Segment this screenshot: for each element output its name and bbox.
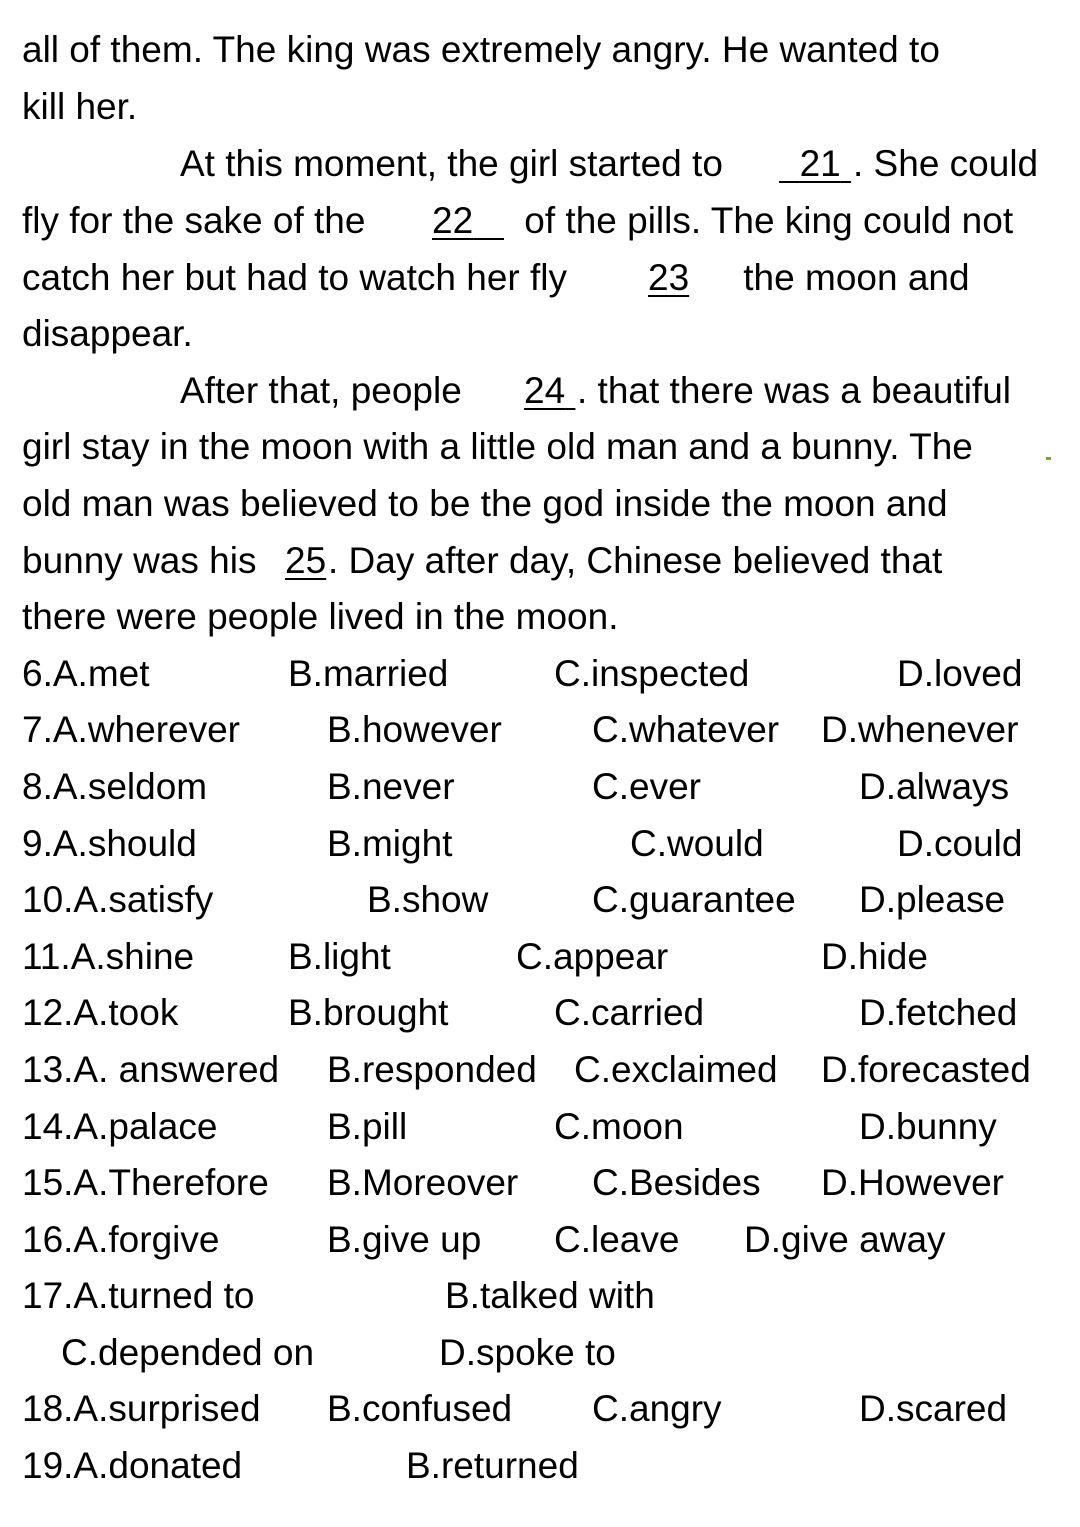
option-a: 14.A.palace [22,1106,218,1147]
option-a: 19.A.donated [22,1445,243,1486]
passage-text: all of them. The king was extremely angry. He wanted to [22,29,940,70]
option-c: C.appear [516,936,669,977]
option-b: B.confused [327,1388,513,1429]
option-d: D.hide [821,936,928,977]
passage-text: . She could [853,143,1039,184]
option-d: D.give away [744,1219,946,1260]
passage-line [0,362,1080,419]
option-c: C.angry [592,1388,722,1429]
option-a: 9.A.should [22,823,197,864]
blank-number: 22 [432,200,474,241]
option-a: 11.A.shine [22,936,195,977]
option-c: C.exclaimed [574,1049,778,1090]
option-b: B.give up [327,1219,482,1260]
blank-23 [648,249,689,306]
edit-mark [1046,457,1051,460]
passage-line [0,78,1080,135]
passage-text: kill her. [22,86,138,127]
question-row [0,645,1080,702]
question-row [0,701,1080,758]
option-d: D.fetched [859,992,1018,1033]
option-a: 16.A.forgive [22,1219,220,1260]
option-b: B.talked with [445,1275,655,1316]
option-d: D.spoke to [439,1332,616,1373]
question-row [0,1211,1080,1268]
option-a: 8.A.seldom [22,766,208,807]
option-d: D.whenever [821,709,1019,750]
question-row [0,1324,1080,1381]
option-d: D.However [821,1162,1004,1203]
question-row [0,1098,1080,1155]
blank-22 [432,192,504,249]
option-a: 12.A.took [22,992,179,1033]
option-d: D.always [859,766,1010,807]
option-c: C.guarantee [592,879,796,920]
question-row [0,1154,1080,1211]
blank-number: 25 [285,540,327,581]
option-b: B.never [327,766,455,807]
passage-line [0,418,1080,475]
passage-line [0,588,1080,645]
passage-text: bunny was his [22,540,267,581]
passage-text: the moon and [733,257,970,298]
option-d: D.bunny [859,1106,997,1147]
option-a: 10.A.satisfy [22,879,214,920]
question-row [0,1267,1080,1324]
passage-text: catch her but had to watch her fly [22,257,578,298]
blank-number: 23 [648,257,690,298]
passage-text: After that, people [180,370,473,411]
option-b: B.married [288,653,449,694]
passage-line [0,305,1080,362]
question-row [0,1437,1080,1494]
option-c: C.would [630,823,764,864]
passage-text: old man was believed to be the god inside the moon and [22,483,948,524]
passage-text: fly for the sake of the [22,200,376,241]
option-b: B.Moreover [327,1162,519,1203]
option-b: B.brought [288,992,449,1033]
passage-text: there were people lived in the moon. [22,596,619,637]
passage-text: disappear. [22,313,193,354]
question-row [0,984,1080,1041]
option-d: D.please [859,879,1006,920]
option-b: B.pill [327,1106,408,1147]
option-c: C.leave [554,1219,680,1260]
blank-25 [285,532,326,589]
option-c: C.Besides [592,1162,761,1203]
option-c: C.whatever [592,709,780,750]
option-b: B.responded [327,1049,537,1090]
passage-text: of the pills. The king could not [514,200,1014,241]
passage-line [0,532,1080,589]
option-c: C.moon [554,1106,684,1147]
blank-24 [524,362,575,419]
option-a: 17.A.turned to [22,1275,255,1316]
option-a: 7.A.wherever [22,709,240,750]
option-c: C.ever [592,766,701,807]
question-row [0,1380,1080,1437]
blank-number: 24 [524,370,566,411]
passage-line [0,135,1080,192]
question-row [0,928,1080,985]
blank-number: 21 [799,143,841,184]
passage-text: At this moment, the girl started to [180,143,734,184]
question-row [0,1041,1080,1098]
passage-text: . Day after day, Chinese believed that [328,540,943,581]
question-row [0,815,1080,872]
option-c: C.inspected [554,653,750,694]
option-a: 6.A.met [22,653,150,694]
passage-text: girl stay in the moon with a little old man and a bunny. The [22,426,973,467]
option-a: 13.A. answered [22,1049,280,1090]
option-b: B.light [288,936,391,977]
question-row [0,871,1080,928]
option-b: B.show [367,879,489,920]
passage-line [0,21,1080,78]
option-d: D.loved [897,653,1023,694]
option-d: D.scared [859,1388,1008,1429]
option-c: C.carried [554,992,705,1033]
blank-21 [779,135,851,192]
option-a: 15.A.Therefore [22,1162,269,1203]
passage-line [0,192,1080,249]
passage-text: . that there was a beautiful [577,370,1011,411]
option-d: D.forecasted [821,1049,1031,1090]
option-c: C.depended on [61,1332,315,1373]
option-d: D.could [897,823,1023,864]
passage-line [0,475,1080,532]
passage-line [0,249,1080,306]
option-b: B.returned [406,1445,579,1486]
option-a: 18.A.surprised [22,1388,261,1429]
option-b: B.might [327,823,453,864]
option-b: B.however [327,709,502,750]
question-row [0,758,1080,815]
